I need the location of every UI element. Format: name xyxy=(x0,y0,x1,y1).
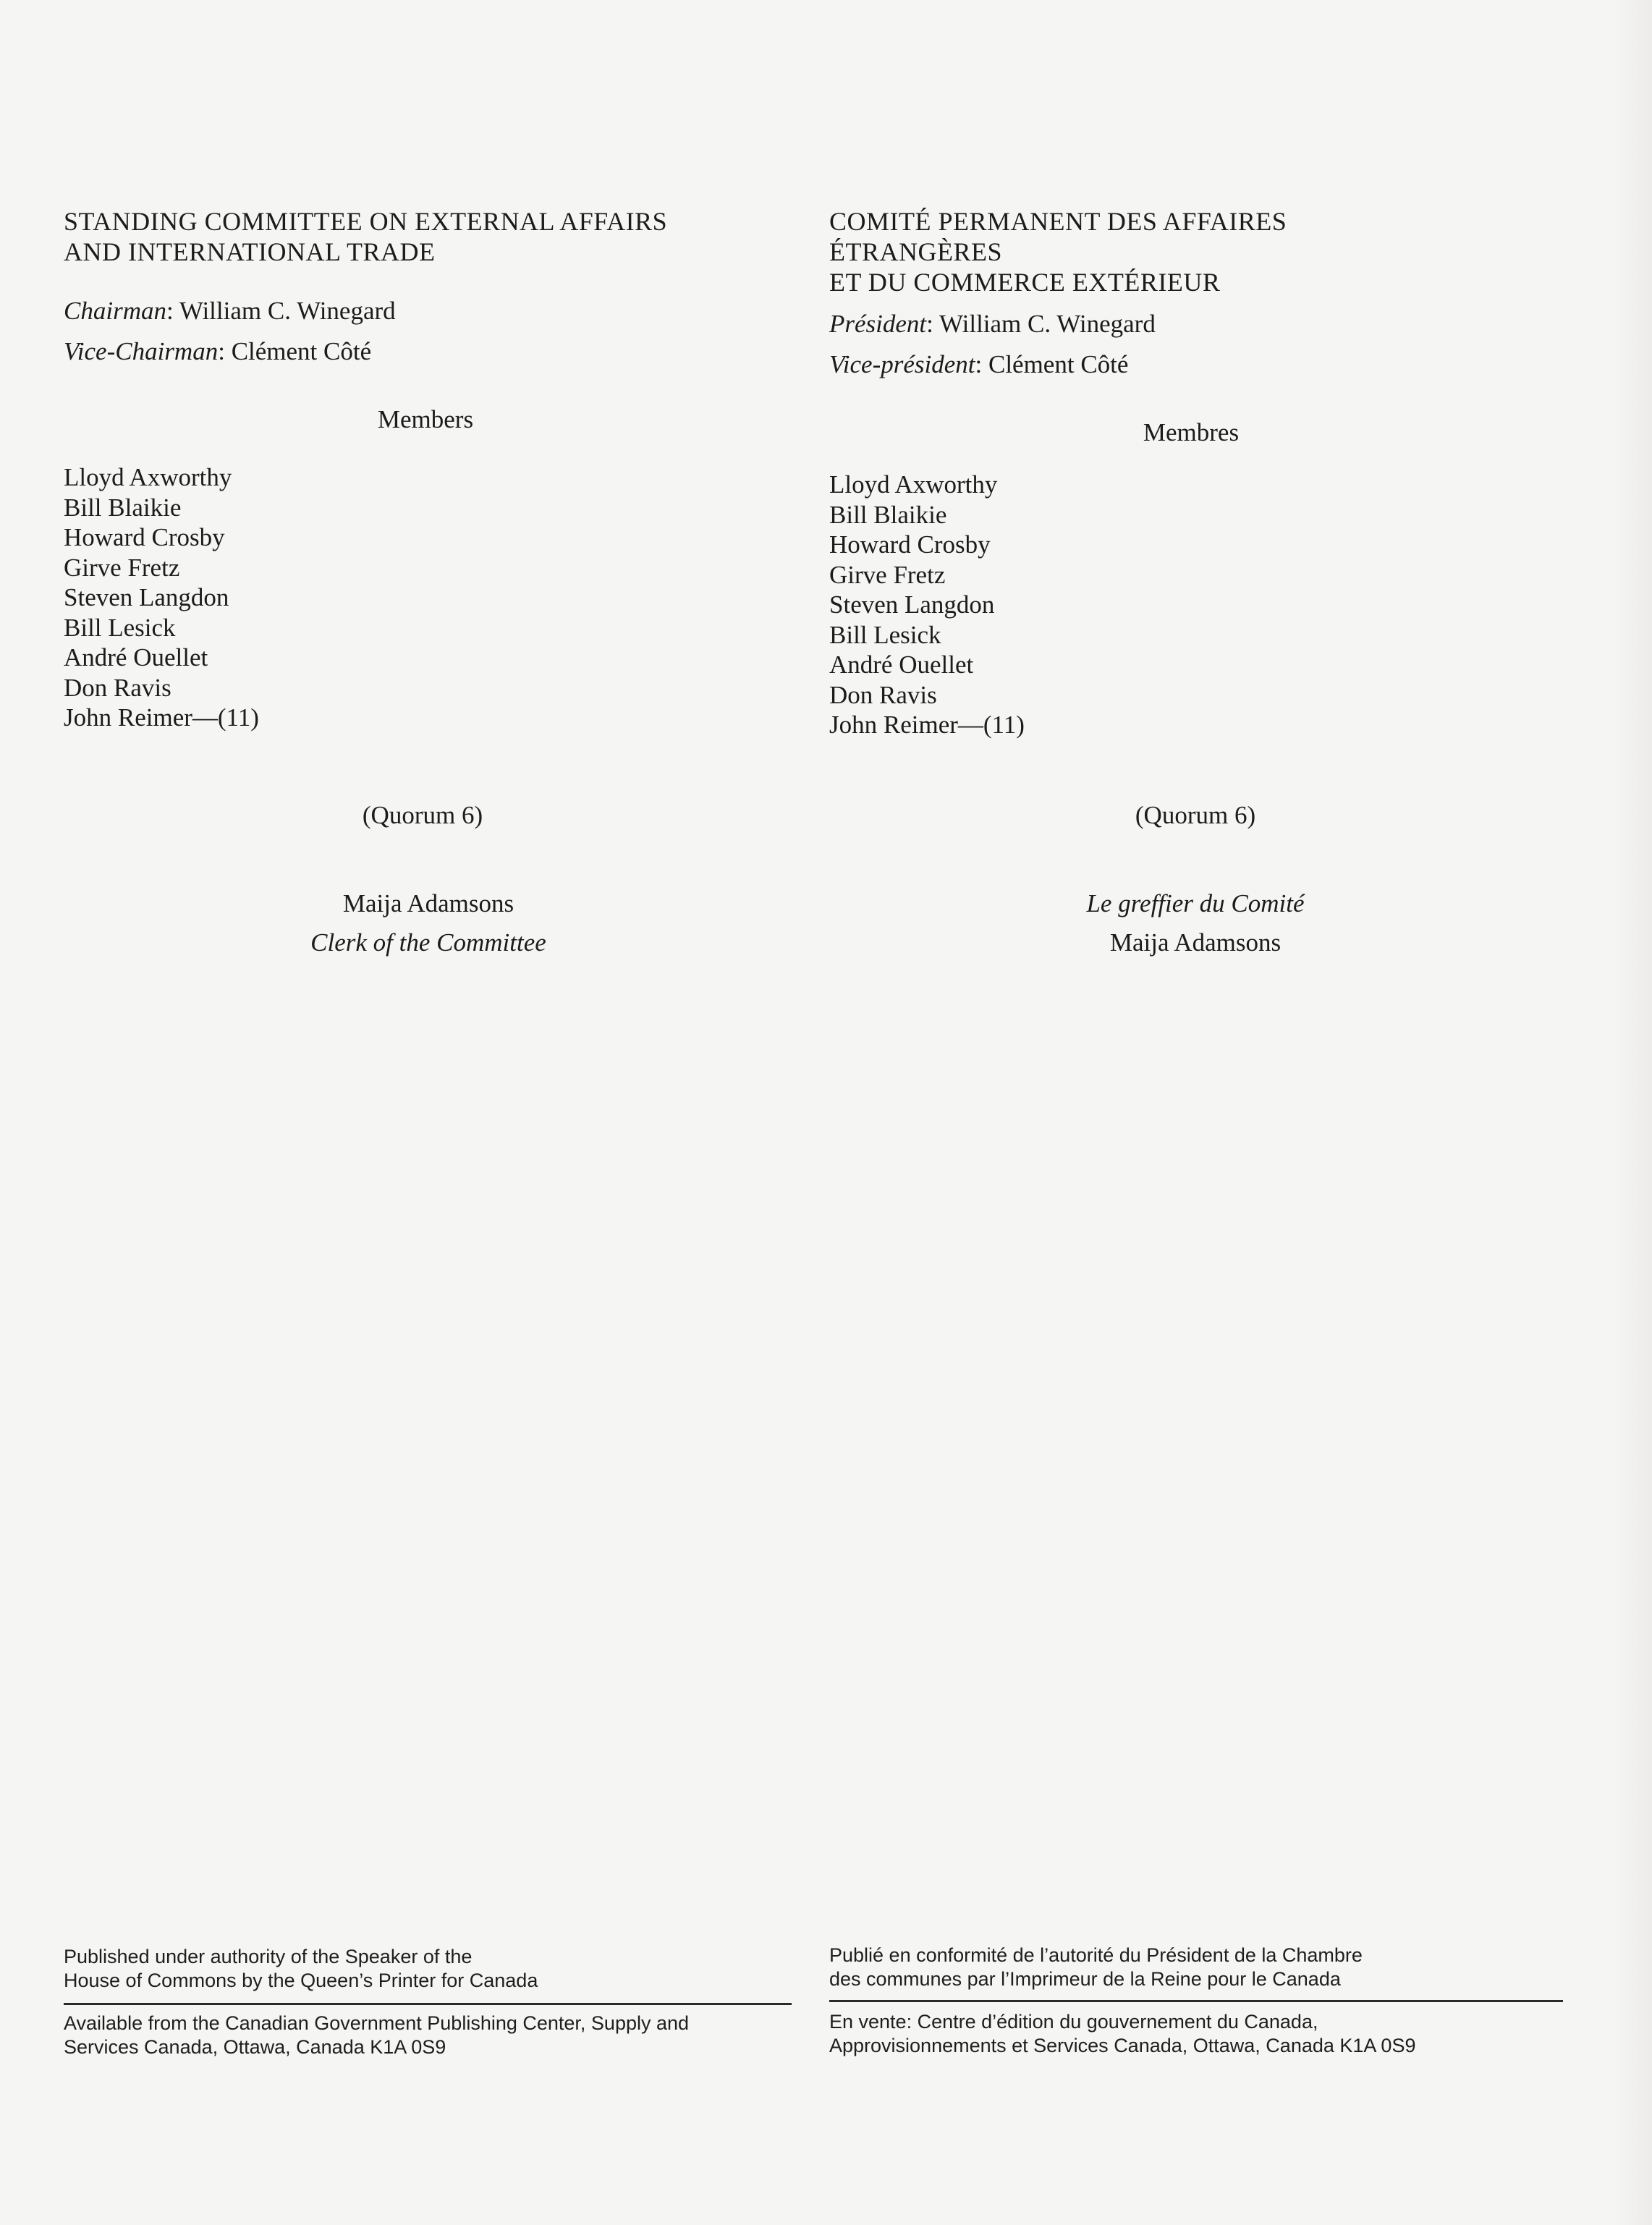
french-published-line-1: Publié en conformité de l’autorité du Président de la Chambre xyxy=(829,1944,1363,1966)
english-members-heading: Members xyxy=(377,405,474,433)
member-item: Howard Crosby xyxy=(64,523,225,551)
english-quorum: (Quorum 6) xyxy=(362,801,483,829)
english-title-line-1: STANDING COMMITTEE ON EXTERNAL AFFAIRS xyxy=(64,207,668,236)
vice-chairman-name: Clément Côté xyxy=(231,337,372,365)
member-item: Bill Lesick xyxy=(64,613,176,642)
chairman-name: William C. Winegard xyxy=(179,297,396,325)
member-item: Bill Lesick xyxy=(829,620,941,649)
english-committee-title xyxy=(64,206,787,267)
french-members-heading: Membres xyxy=(1143,418,1240,446)
member-item: Girve Fretz xyxy=(64,553,180,582)
member-item: Bill Blaikie xyxy=(64,493,182,522)
member-item: Girve Fretz xyxy=(829,560,946,589)
english-vice-chairman: Vice-Chairman: Clément Côté xyxy=(64,337,372,365)
french-title-line-1: COMITÉ PERMANENT DES AFFAIRES xyxy=(829,207,1287,236)
member-item: Don Ravis xyxy=(64,673,171,702)
french-title-line-2: ÉTRANGÈRES xyxy=(829,237,1002,266)
english-available-line-2: Services Canada, Ottawa, Canada K1A 0S9 xyxy=(64,2036,446,2058)
member-item: Don Ravis xyxy=(829,680,937,709)
english-footer-divider xyxy=(64,2003,792,2005)
english-published-line-1: Published under authority of the Speaker of the xyxy=(64,1946,473,1967)
french-quorum: (Quorum 6) xyxy=(1135,801,1256,829)
member-item: John Reimer—(11) xyxy=(64,703,259,732)
english-available-line-1: Available from the Canadian Government Publishing Center, Supply and xyxy=(64,2012,690,2034)
french-vice-president: Vice-président: Clément Côté xyxy=(829,350,1129,378)
vice-chairman-label: Vice-Chairman xyxy=(64,337,219,365)
french-available-line-2: Approvisionnements et Services Canada, Ottawa, Canada K1A 0S9 xyxy=(829,2035,1416,2056)
french-published-notice xyxy=(829,1944,1553,1991)
member-item: André Ouellet xyxy=(64,643,208,671)
english-clerk-title: Clerk of the Committee xyxy=(310,928,546,957)
french-column xyxy=(829,206,1553,740)
french-clerk-name: Maija Adamsons xyxy=(1109,928,1282,957)
member-item: Steven Langdon xyxy=(829,590,995,619)
vice-president-name: Clément Côté xyxy=(988,350,1129,378)
english-clerk-name: Maija Adamsons xyxy=(342,889,514,917)
french-available-line-1: En vente: Centre d’édition du gouvernement du Canada, xyxy=(829,2011,1318,2033)
french-title-line-3: ET DU COMMERCE EXTÉRIEUR xyxy=(829,268,1221,297)
french-committee-title xyxy=(829,206,1553,297)
chairman-label: Chairman xyxy=(64,297,166,325)
english-title-line-2: AND INTERNATIONAL TRADE xyxy=(64,237,436,266)
english-published-notice xyxy=(64,1945,787,1993)
english-published-line-2: House of Commons by the Queen’s Printer for Canada xyxy=(64,1970,538,1991)
french-availability-notice xyxy=(829,2010,1553,2058)
member-item: Howard Crosby xyxy=(829,530,991,559)
english-clerk-block xyxy=(67,883,790,964)
president-label: Président xyxy=(829,310,927,338)
french-clerk-title: Le greffier du Comité xyxy=(1086,889,1305,917)
member-item: Lloyd Axworthy xyxy=(64,463,232,491)
french-president: Président: William C. Winegard xyxy=(829,310,1156,338)
president-name: William C. Winegard xyxy=(939,310,1156,338)
member-item: John Reimer—(11) xyxy=(829,711,1025,739)
french-members-list xyxy=(829,470,1553,740)
member-item: Steven Langdon xyxy=(64,583,229,611)
page-edge-shadow xyxy=(1616,0,1652,2225)
english-members-list xyxy=(64,462,787,733)
member-item: Lloyd Axworthy xyxy=(829,470,998,499)
english-chairman: Chairman: William C. Winegard xyxy=(64,297,396,325)
english-availability-notice xyxy=(64,2012,787,2059)
french-footer-divider xyxy=(829,2000,1563,2002)
member-item: Bill Blaikie xyxy=(829,500,947,529)
french-clerk-block xyxy=(834,883,1557,964)
vice-president-label: Vice-président xyxy=(829,350,975,378)
member-item: André Ouellet xyxy=(829,650,974,679)
french-published-line-2: des communes par l’Imprimeur de la Reine pour le Canada xyxy=(829,1968,1341,1990)
english-column xyxy=(64,206,787,733)
